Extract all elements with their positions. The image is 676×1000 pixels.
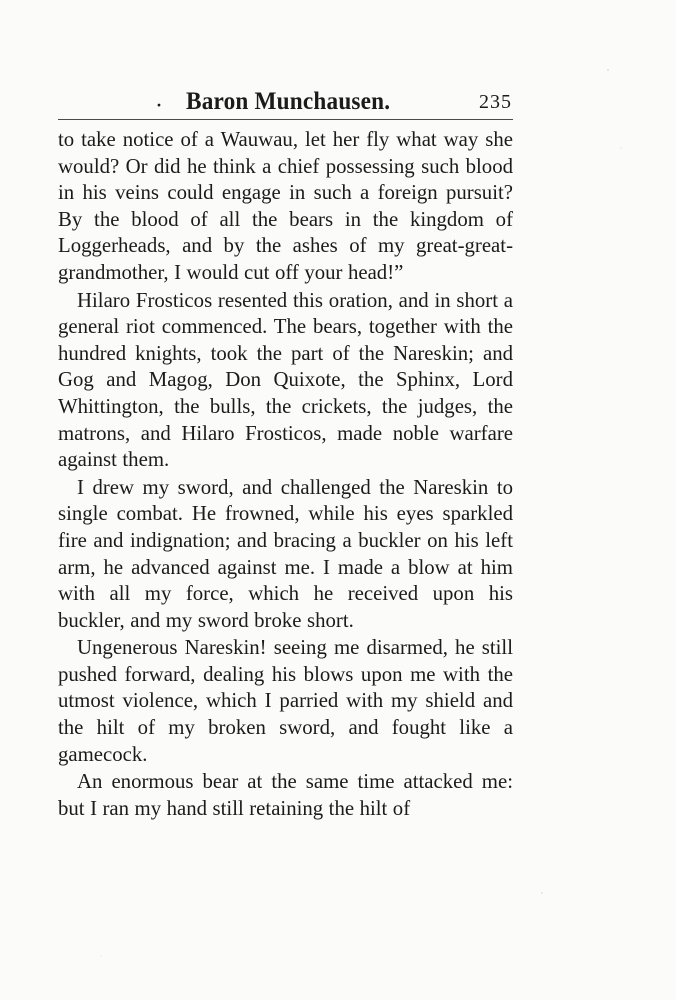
running-head-rule — [58, 119, 513, 120]
page-body-text — [58, 127, 513, 823]
running-head-ornament: · — [155, 93, 163, 119]
running-head — [57, 86, 512, 118]
paragraph: I drew my sword, and challenged the Nareskin to single combat. He frowned, while his eyes sparkled fire and indignation; and bracing a buckler on his left arm, he advanced against me. I made a blow at him with all my force, which he received upon his buckler, and my sword broke short. — [58, 475, 513, 632]
page-number: 235 — [479, 91, 512, 113]
paragraph-continued: to take notice of a Wauwau, let her fly what way she would? Or did he think a chief possessing such blood in his veins could engage in such a foreign pursuit? By the blood of all the bears in the kingdom of Loggerheads, and by the ashes of my great-great-grandmother, I would cut off your head!” — [58, 128, 513, 284]
paragraph: Ungenerous Nareskin! seeing me disarmed, he still pushed forward, dealing his blows upon me with the utmost violence, which I parried with my shield and the hilt of my broken sword, and fought like a gamecock. — [58, 636, 513, 766]
paper-speck — [607, 69, 609, 71]
paper-speck — [620, 147, 621, 148]
running-head-title: Baron Munchausen. — [186, 88, 391, 115]
paragraph: Hilaro Frosticos resented this oration, and in short a general riot commenced. The bears, together with the hundred knights, took the part of the Nareskin; and Gog and Magog, Don Quixote, the Sphinx, Lord Whittington, the bulls, the crickets, the judges, the matrons, and Hilaro Frosticos, made noble warfare against them. — [58, 288, 513, 472]
paragraph: An enormous bear at the same time attacked me: but I ran my hand still retaining the hilt of — [58, 770, 513, 820]
paper-speck — [101, 956, 102, 957]
paper-speck — [541, 892, 542, 893]
